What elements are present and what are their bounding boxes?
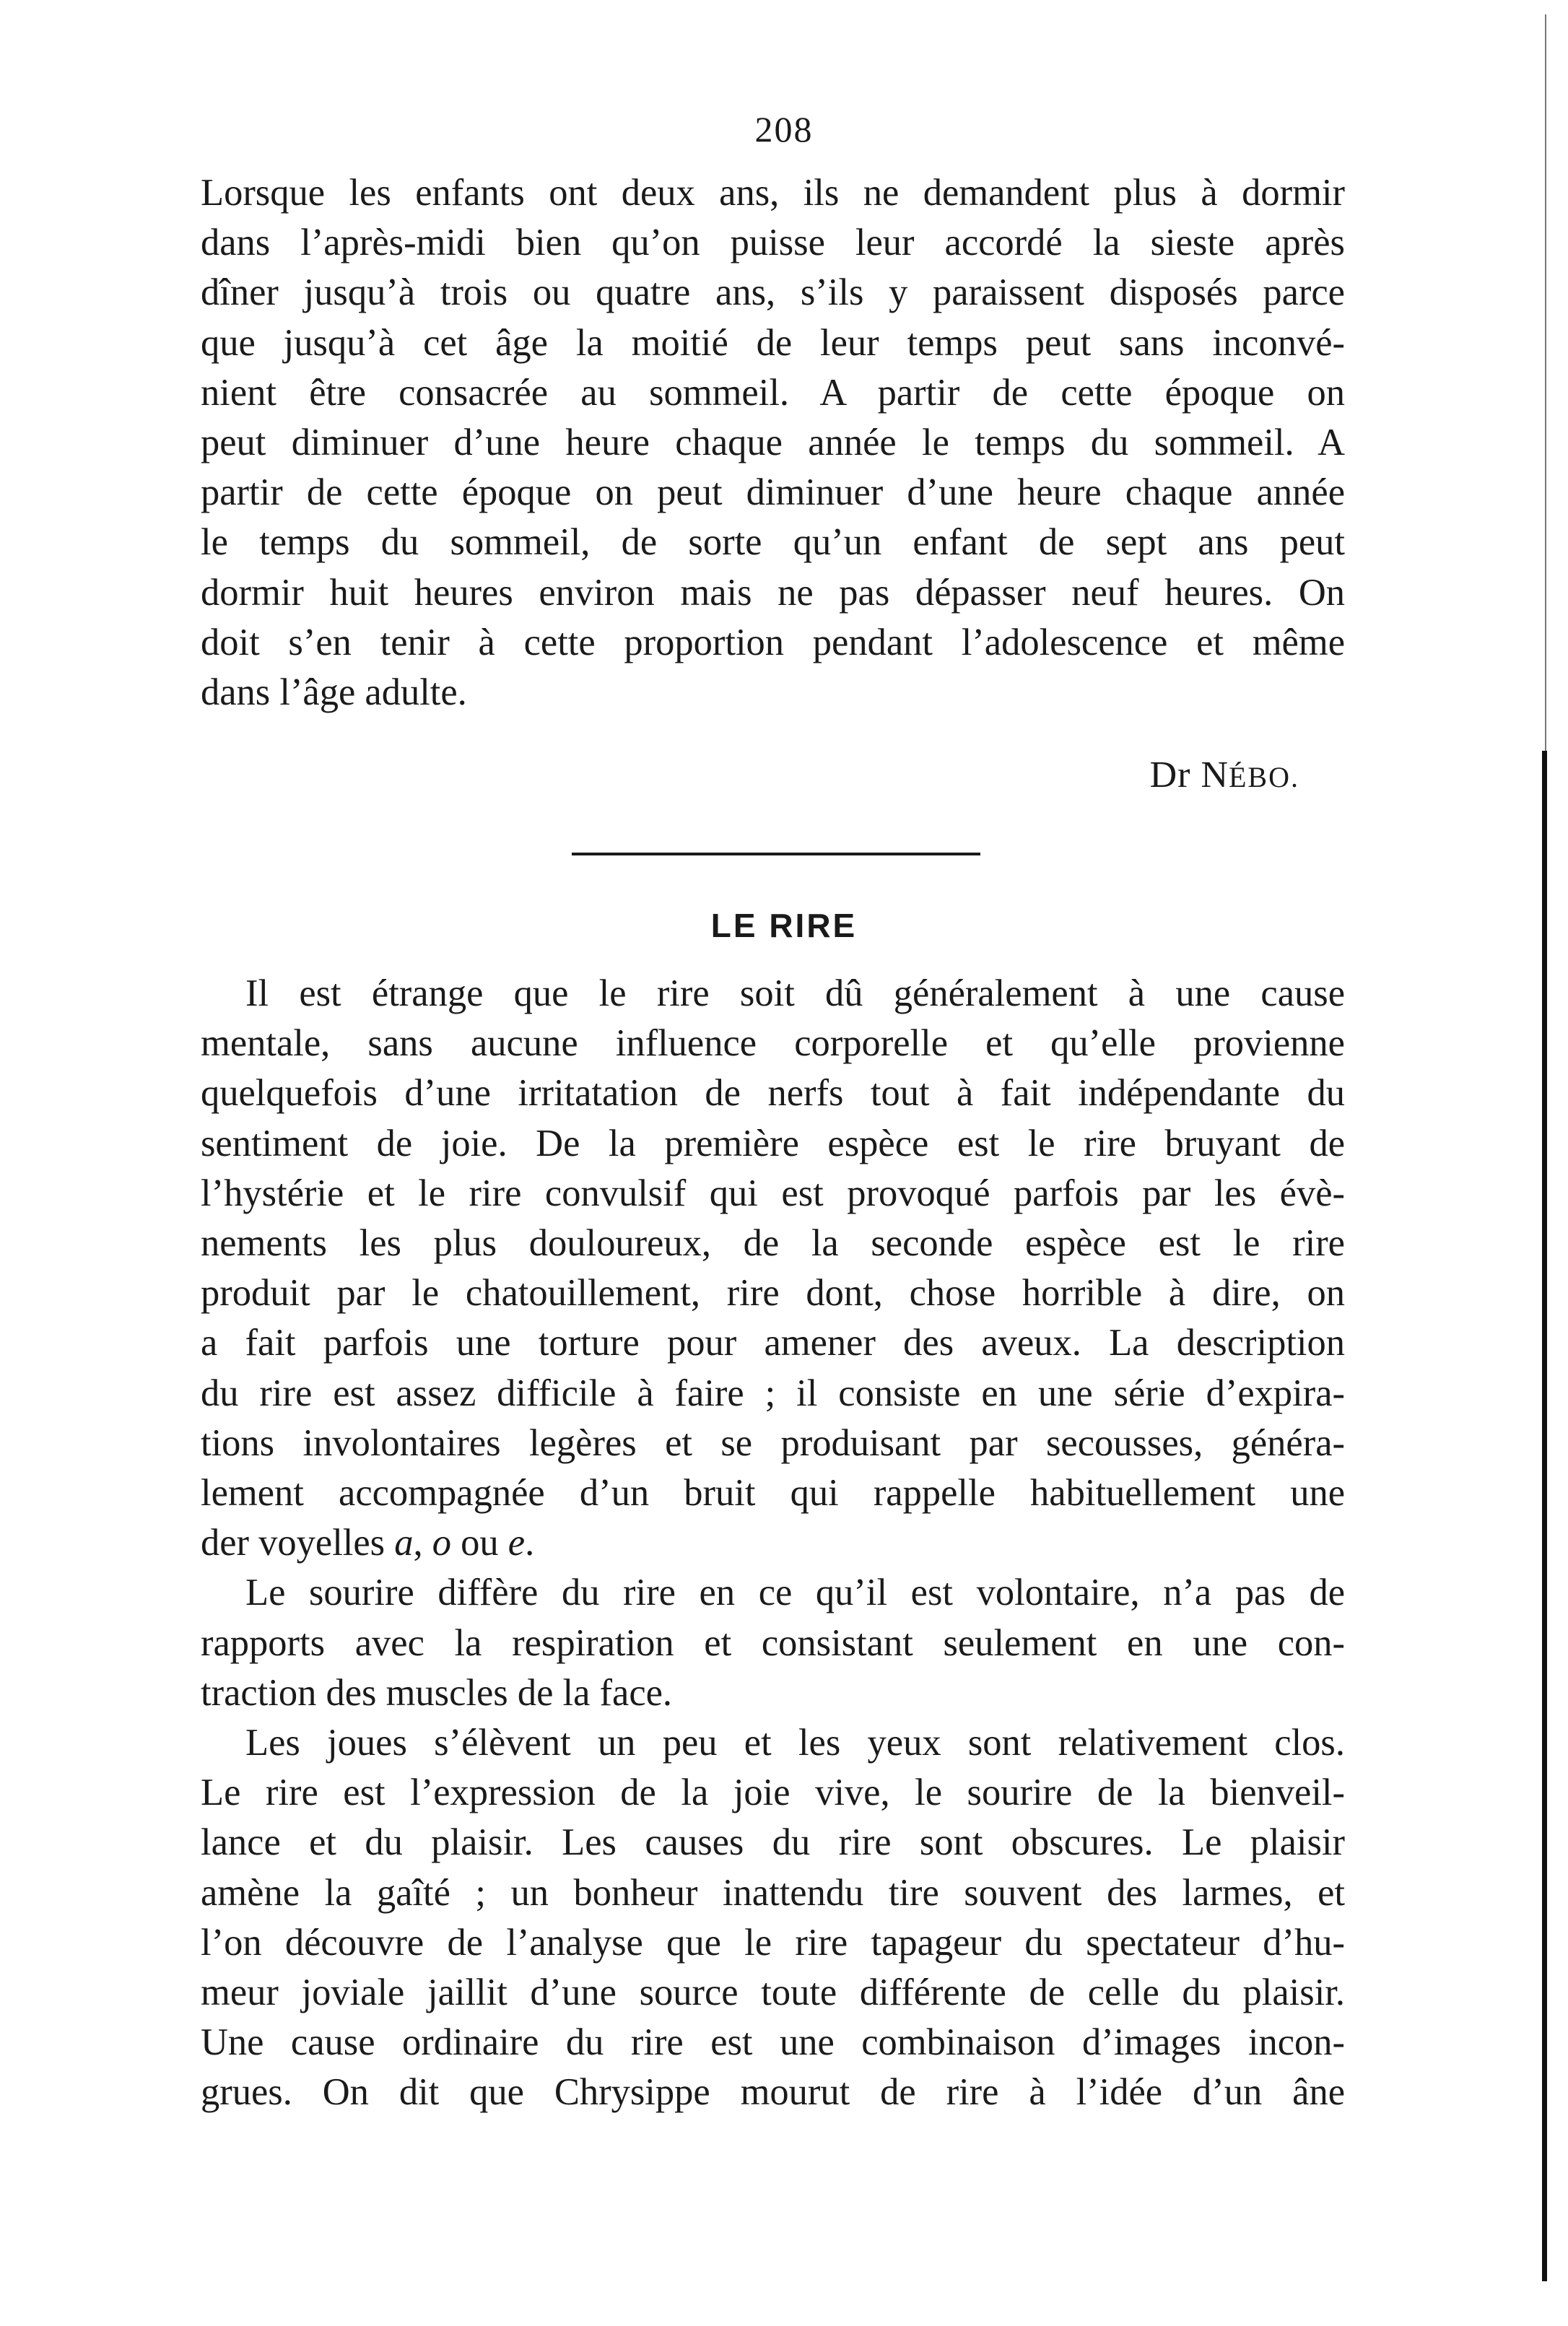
text-line: Une cause ordinaire du rire est une combinaison d’images incon-	[201, 2021, 1345, 2064]
text-line: mentale, sans aucune influence corporelle et qu’elle provienne	[201, 1022, 1345, 1065]
rire-section-text	[201, 969, 1345, 2118]
text-fragment: ou	[451, 1522, 508, 1564]
text-line: rapports avec la respiration et consistant seulement en une con-	[201, 1621, 1345, 1664]
italic-letter: e	[508, 1522, 526, 1564]
text-line: l’hystérie et le rire convulsif qui est provoqué parfois par les évè-	[201, 1172, 1345, 1214]
text-line	[201, 1518, 1345, 1568]
text-line: Les joues s’élèvent un peu et les yeux sont relativement clos.	[245, 1722, 1345, 1764]
rire-paragraph-3	[201, 1718, 1345, 2118]
sleep-section-text	[201, 168, 1345, 718]
text-line: Il est étrange que le rire soit dû généralement à une cause	[245, 972, 1345, 1014]
text-line: dans l’après-midi bien qu’on puisse leur accordé la sieste après	[201, 222, 1345, 264]
text-line: grues. On dit que Chrysippe mourut de rire à l’idée d’un âne	[201, 2071, 1345, 2114]
text-line: meur joviale jaillit d’une source toute différente de celle du plaisir.	[201, 1972, 1345, 2014]
text-line: nements les plus douloureux, de la seconde espèce est le rire	[201, 1222, 1345, 1265]
rire-paragraph-2	[201, 1568, 1345, 1718]
text-line: Le sourire diffère du rire en ce qu’il est volontaire, n’a pas de	[245, 1572, 1345, 1614]
text-line: lance et du plaisir. Les causes du rire sont obscures. Le plaisir	[201, 1821, 1345, 1864]
italic-letter: a	[394, 1522, 414, 1564]
signature-rest: ÉBO.	[1229, 761, 1299, 793]
italic-letter: o	[432, 1522, 451, 1564]
text-line: doit s’en tenir à cette proportion pendant l’adolescence et même	[201, 621, 1345, 663]
text-line: tions involontaires legères et se produisant par secousses, généra-	[201, 1421, 1345, 1464]
sleep-paragraph	[201, 168, 1345, 718]
text-line: dormir huit heures environ mais ne pas dépasser neuf heures. On	[201, 571, 1345, 614]
author-signature	[1150, 754, 1299, 796]
text-line: dîner jusqu’à trois ou quatre ans, s’ils y paraissent disposés parce	[201, 271, 1345, 314]
text-line: dans l’âge adulte.	[201, 671, 467, 714]
text-line: le temps du sommeil, de sorte qu’un enfant de sept ans peut	[201, 521, 1345, 564]
text-line: a fait parfois une torture pour amener des aveux. La description	[201, 1322, 1345, 1364]
text-fragment: .	[525, 1522, 535, 1564]
rire-paragraph-1	[201, 969, 1345, 1568]
binding-shadow-bar	[1542, 751, 1547, 2281]
text-line: nient être consacrée au sommeil. A partir de cette époque on	[201, 371, 1345, 414]
signature-initial: N	[1201, 754, 1229, 796]
text-line: partir de cette époque on peut diminuer d’une heure chaque année	[201, 471, 1345, 514]
binding-shadow-thin	[1545, 14, 1546, 751]
text-line: peut diminuer d’une heure chaque année le temps du sommeil. A	[201, 422, 1345, 464]
section-title: LE RIRE	[710, 907, 858, 944]
text-fragment: der voyelles	[201, 1522, 395, 1564]
page-number: 208	[754, 109, 814, 149]
text-line: Le rire est l’expression de la joie vive, le sourire de la bienveil-	[201, 1772, 1345, 1814]
text-line: du rire est assez difficile à faire ; il consiste en une série d’expira-	[201, 1372, 1345, 1414]
page-binding-edge	[1517, 0, 1568, 2326]
text-line: quelquefois d’une irritatation de nerfs tout à fait indépendante du	[201, 1072, 1345, 1115]
text-line: sentiment de joie. De la première espèce est le rire bruyant de	[201, 1122, 1345, 1164]
text-line: l’on découvre de l’analyse que le rire tapageur du spectateur d’hu-	[201, 1921, 1345, 1964]
signature-prefix: Dr	[1149, 754, 1201, 796]
text-line: traction des muscles de la face.	[201, 1671, 673, 1714]
text-line: produit par le chatouillement, rire dont, chose horrible à dire, on	[201, 1272, 1345, 1315]
text-line: lement accompagnée d’un bruit qui rappelle habituellement une	[201, 1472, 1345, 1515]
text-line: amène la gaîté ; un bonheur inattendu tire souvent des larmes, et	[201, 1871, 1345, 1914]
text-fragment: ,	[413, 1522, 432, 1564]
text-line: Lorsque les enfants ont deux ans, ils ne demandent plus à dormir	[201, 172, 1345, 214]
section-separator-rule	[572, 853, 980, 855]
text-line: que jusqu’à cet âge la moitié de leur temps peut sans inconvé-	[201, 321, 1345, 364]
